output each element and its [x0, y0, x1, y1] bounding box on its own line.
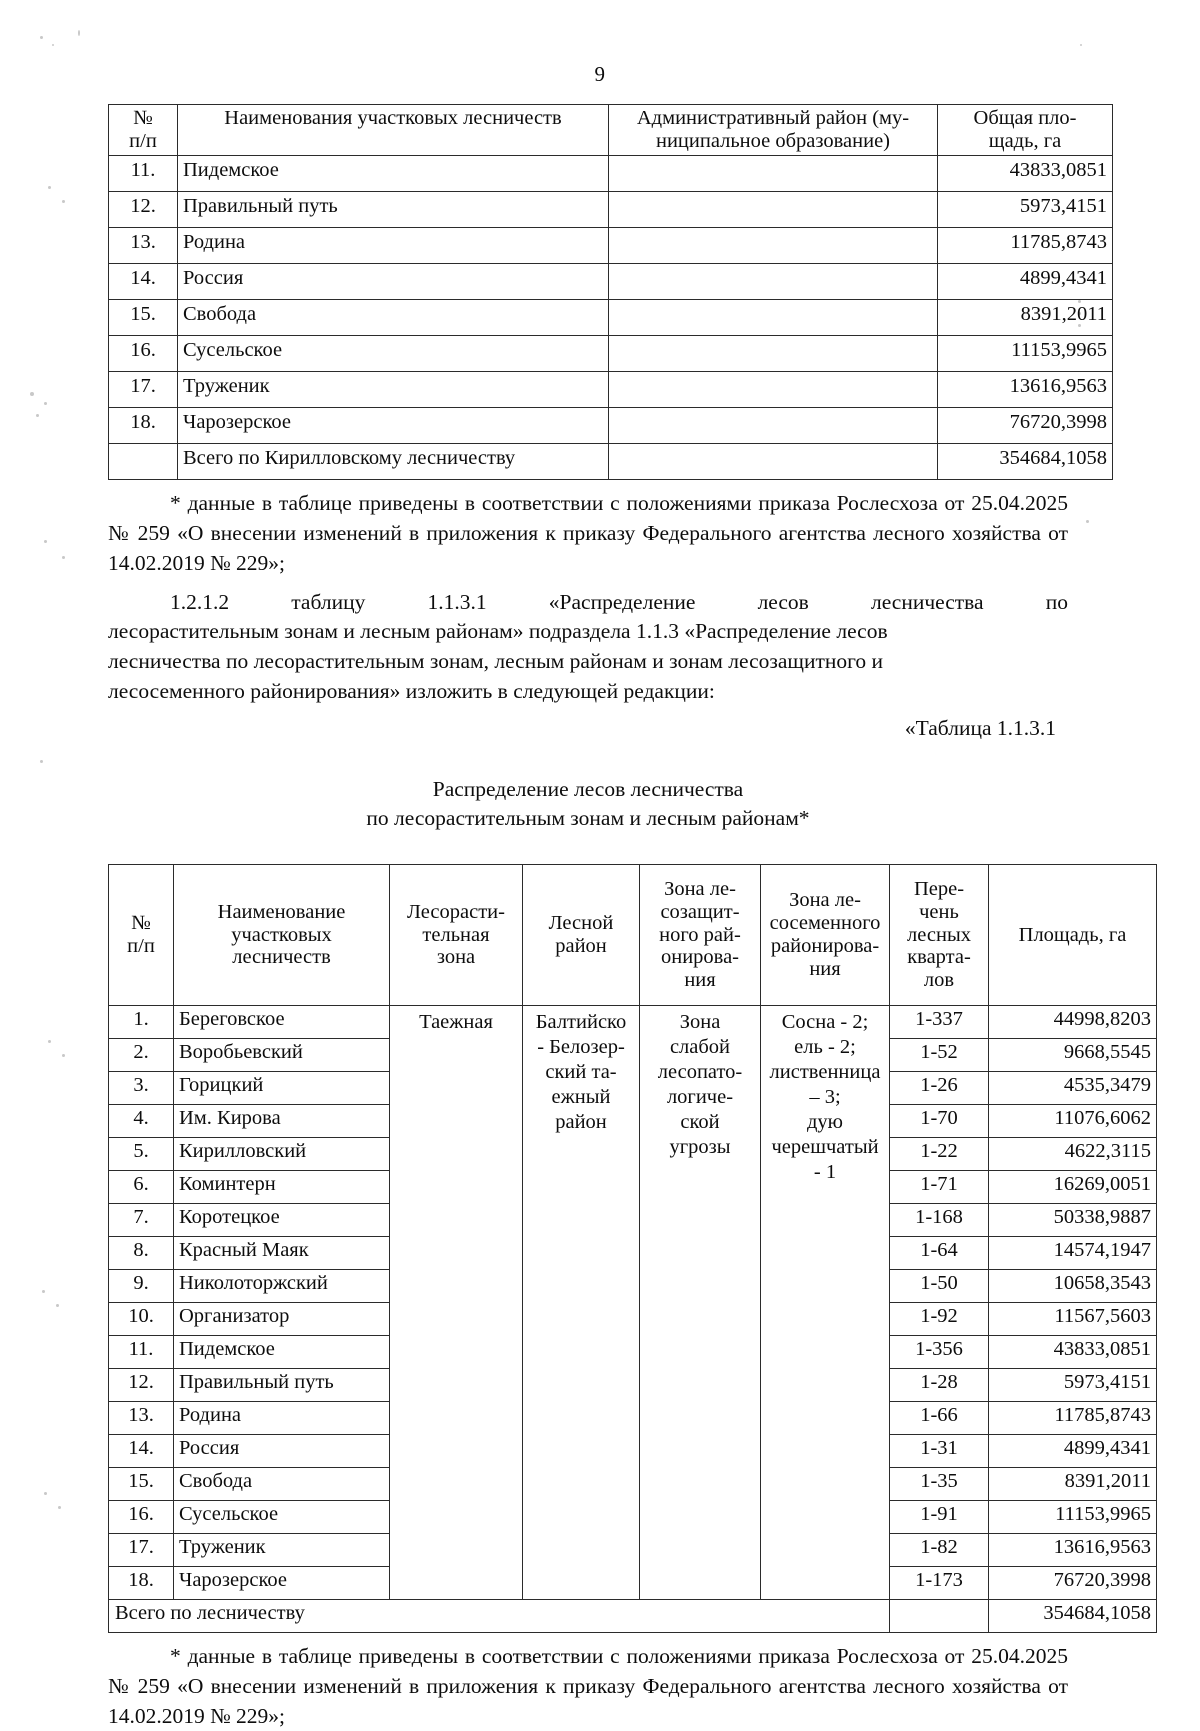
cell-quarters: 1-52	[890, 1038, 989, 1071]
scan-speck	[40, 36, 43, 39]
header-cell-forest-seed-zone	[761, 864, 890, 1005]
cell-area: 5973,4151	[989, 1368, 1157, 1401]
region-line-4: ежный	[551, 1085, 611, 1108]
scan-speck	[58, 1506, 61, 1509]
cell-area: 4622,3115	[989, 1137, 1157, 1170]
scan-speck	[1086, 520, 1089, 523]
cell-name: Николоторжский	[174, 1269, 390, 1302]
scan-speck	[36, 414, 39, 417]
table-total-row	[109, 444, 1113, 480]
scan-speck	[78, 30, 80, 36]
cell-quarters: 1-337	[890, 1005, 989, 1038]
table-row	[109, 300, 1113, 336]
scan-speck	[56, 1304, 59, 1307]
header-cell-forest-region	[523, 864, 640, 1005]
cell-area: 8391,2011	[938, 300, 1113, 336]
table-row	[109, 156, 1113, 192]
table-row	[109, 264, 1113, 300]
cell-area: 11076,6062	[989, 1104, 1157, 1137]
cell-area: 13616,9563	[989, 1533, 1157, 1566]
cell-quarters: 1-28	[890, 1368, 989, 1401]
cell-number: 6.	[109, 1170, 174, 1203]
header-cell-district	[609, 105, 938, 156]
header-lzr-line2: созащит-	[660, 900, 740, 923]
header-cell-name	[174, 864, 390, 1005]
header-zone-line1: Лесорасти-	[407, 900, 505, 923]
header-lsr-line1: Зона ле-	[789, 889, 861, 912]
table-forest-zone-distribution	[108, 864, 1157, 1633]
cell-area: 4899,4341	[989, 1434, 1157, 1467]
cell-name: Труженик	[178, 372, 609, 408]
header-kv-line2: чень	[919, 900, 959, 923]
cell-quarters: 1-356	[890, 1335, 989, 1368]
header-lsr-line4: ния	[809, 957, 841, 980]
cell-number: 9.	[109, 1269, 174, 1302]
cell-number: 17.	[109, 372, 178, 408]
clause-line-1: 1.2.1.2 таблицу 1.1.3.1 «Распределение лесов лесничества по	[170, 589, 1068, 614]
scan-speck	[52, 44, 54, 46]
table2-title-line2: по лесорастительным зонам и лесным районам*	[366, 806, 810, 831]
cell-area: 10658,3543	[989, 1269, 1157, 1302]
header-cell-forest-growing-zone	[390, 864, 523, 1005]
header-lzr-line5: ния	[684, 969, 716, 992]
header-cell-area: Площадь, га	[989, 864, 1157, 1005]
header-cell-quarter-list	[890, 864, 989, 1005]
header-kv-line4: кварта-	[907, 946, 971, 969]
cell-area: 11153,9965	[938, 336, 1113, 372]
header-name-line3: лесничеств	[232, 946, 331, 969]
header-number-line2: п/п	[127, 934, 155, 957]
region-line-2: - Белозер-	[537, 1035, 625, 1058]
cell-area: 13616,9563	[938, 372, 1113, 408]
cell-district	[609, 336, 938, 372]
cell-quarters: 1-31	[890, 1434, 989, 1467]
scan-speck	[44, 540, 47, 543]
lsr-line-2: ель - 2;	[794, 1035, 856, 1058]
cell-total-label: Всего по лесничеству	[109, 1599, 890, 1632]
cell-forest-growing-zone: Таежная	[390, 1005, 523, 1599]
cell-number	[109, 444, 178, 480]
cell-name: Пидемское	[178, 156, 609, 192]
header-cell-number	[109, 864, 174, 1005]
scan-speck	[44, 1492, 47, 1495]
clause-line-2: лесорастительным зонам и лесным районам» подраздела 1.1.3 «Распределение лесов	[108, 619, 888, 644]
cell-area: 50338,9887	[989, 1203, 1157, 1236]
cell-quarters: 1-168	[890, 1203, 989, 1236]
cell-quarters: 1-50	[890, 1269, 989, 1302]
lsr-line-3: лиственница	[769, 1060, 881, 1083]
table-row	[109, 336, 1113, 372]
cell-quarters: 1-64	[890, 1236, 989, 1269]
table-total-row	[109, 1599, 1157, 1632]
cell-number: 13.	[109, 228, 178, 264]
cell-number: 15.	[109, 300, 178, 336]
cell-number: 11.	[109, 156, 178, 192]
cell-number: 12.	[109, 1368, 174, 1401]
cell-quarters-empty	[890, 1599, 989, 1632]
header-name-line1: Наименование	[217, 900, 346, 923]
cell-quarters: 1-82	[890, 1533, 989, 1566]
cell-number: 18.	[109, 1566, 174, 1599]
header-cell-number	[109, 105, 178, 156]
cell-number: 12.	[109, 192, 178, 228]
scan-speck	[44, 402, 47, 405]
scan-speck	[40, 760, 43, 763]
cell-number: 8.	[109, 1236, 174, 1269]
clause-line-4: лесосеменного районирования» изложить в следующей редакции:	[108, 678, 715, 703]
region-line-5: район	[555, 1110, 607, 1133]
header-area-line2: щадь, га	[988, 130, 1062, 153]
cell-number: 11.	[109, 1335, 174, 1368]
cell-name: Правильный путь	[174, 1368, 390, 1401]
cell-area: 11785,8743	[938, 228, 1113, 264]
footnote-paragraph-2: * данные в таблице приведены в соответствии с положениями приказа Рослесхоза от 25.04.2025 № 259 «О внесении изменений в приложения к приказу Федерального агентства лесного хозяйства от 14.02.2019 № 229»;	[108, 1643, 1068, 1728]
cell-area: 11153,9965	[989, 1500, 1157, 1533]
cell-quarters: 1-173	[890, 1566, 989, 1599]
table-row	[109, 1005, 1157, 1038]
cell-area: 11785,8743	[989, 1401, 1157, 1434]
cell-name: Им. Кирова	[174, 1104, 390, 1137]
cell-total-label: Всего по Кирилловскому лесничеству	[178, 444, 609, 480]
cell-forest-region	[523, 1005, 640, 1599]
cell-forest-protection-zone	[640, 1005, 761, 1599]
cell-area: 4535,3479	[989, 1071, 1157, 1104]
header-number-line1: №	[133, 107, 153, 129]
cell-number: 10.	[109, 1302, 174, 1335]
cell-name: Чарозерское	[174, 1566, 390, 1599]
document-content	[108, 104, 1151, 1731]
cell-quarters: 1-92	[890, 1302, 989, 1335]
cell-name: Родина	[178, 228, 609, 264]
scan-speck	[62, 556, 65, 559]
header-zone-line2: тельная	[422, 923, 490, 946]
cell-number: 16.	[109, 1500, 174, 1533]
table-row	[109, 408, 1113, 444]
header-kv-line5: лов	[923, 969, 955, 992]
cell-number: 7.	[109, 1203, 174, 1236]
table-row	[109, 192, 1113, 228]
header-lsr-line3: районирова-	[770, 934, 880, 957]
cell-name: Правильный путь	[178, 192, 609, 228]
cell-district	[609, 264, 938, 300]
cell-area: 44998,8203	[989, 1005, 1157, 1038]
header-lsr-line2: сосеменного	[769, 912, 881, 935]
cell-forest-seed-zone	[761, 1005, 890, 1599]
cell-number: 2.	[109, 1038, 174, 1071]
cell-area: 9668,5545	[989, 1038, 1157, 1071]
cell-number: 14.	[109, 264, 178, 300]
cell-name: Пидемское	[174, 1335, 390, 1368]
cell-district	[609, 156, 938, 192]
cell-district	[609, 408, 938, 444]
cell-district	[609, 300, 938, 336]
cell-number: 1.	[109, 1005, 174, 1038]
cell-name: Кирилловский	[174, 1137, 390, 1170]
cell-area: 43833,0851	[938, 156, 1113, 192]
cell-number: 14.	[109, 1434, 174, 1467]
scan-speck	[1080, 44, 1082, 46]
table-header-row	[109, 864, 1157, 1005]
cell-area: 8391,2011	[989, 1467, 1157, 1500]
cell-number: 5.	[109, 1137, 174, 1170]
region-line-1: Балтийско	[535, 1010, 627, 1033]
cell-area: 4899,4341	[938, 264, 1113, 300]
cell-quarters: 1-71	[890, 1170, 989, 1203]
header-lzr-line4: онирова-	[660, 946, 740, 969]
cell-name: Воробьевский	[174, 1038, 390, 1071]
cell-name: Сусельское	[174, 1500, 390, 1533]
scan-speck	[62, 1054, 65, 1057]
cell-number: 4.	[109, 1104, 174, 1137]
lzr-line-2: слабой	[669, 1035, 731, 1058]
header-region-line1: Лесной	[548, 912, 614, 935]
cell-quarters: 1-22	[890, 1137, 989, 1170]
cell-name: Труженик	[174, 1533, 390, 1566]
clause-line-3: лесничества по лесорастительным зонам, лесным районам и зонам лесозащитного и	[108, 649, 884, 674]
cell-number: 15.	[109, 1467, 174, 1500]
lsr-line-6: черешчатый	[771, 1135, 879, 1158]
cell-area: 14574,1947	[989, 1236, 1157, 1269]
cell-area: 43833,0851	[989, 1335, 1157, 1368]
scan-speck	[42, 1290, 45, 1293]
header-cell-area	[938, 105, 1113, 156]
header-lzr-line3: ного рай-	[659, 923, 741, 946]
table-participating-forestries	[108, 104, 1113, 480]
header-kv-line3: лесных	[907, 923, 971, 946]
cell-quarters: 1-66	[890, 1401, 989, 1434]
table-reference-label: «Таблица 1.1.3.1	[904, 715, 1056, 740]
scan-speck	[30, 392, 34, 396]
cell-district	[609, 444, 938, 480]
cell-name: Коминтерн	[174, 1170, 390, 1203]
table-row	[109, 372, 1113, 408]
lzr-line-3: лесопато-	[657, 1060, 743, 1083]
header-cell-name: Наименования участковых лесничеств	[178, 105, 609, 156]
lsr-line-5: дую	[807, 1110, 843, 1133]
header-area-line1: Общая пло-	[973, 107, 1077, 129]
region-line-3: ский та-	[545, 1060, 617, 1083]
cell-name: Россия	[174, 1434, 390, 1467]
cell-area: 76720,3998	[938, 408, 1113, 444]
cell-number: 13.	[109, 1401, 174, 1434]
header-number-line2: п/п	[129, 130, 157, 153]
cell-number: 17.	[109, 1533, 174, 1566]
cell-quarters: 1-35	[890, 1467, 989, 1500]
cell-name: Свобода	[174, 1467, 390, 1500]
cell-name: Сусельское	[178, 336, 609, 372]
table-header-row	[109, 105, 1113, 156]
header-lzr-line1: Зона ле-	[664, 877, 736, 900]
header-district-line2: ниципальное образование)	[655, 130, 891, 153]
lzr-line-4: логиче-	[666, 1085, 734, 1108]
cell-total-area: 354684,1058	[938, 444, 1113, 480]
header-district-line1: Административный район (му-	[636, 107, 910, 129]
page-number: 9	[594, 62, 606, 86]
header-zone-line3: зона	[436, 946, 476, 969]
cell-number: 18.	[109, 408, 178, 444]
header-cell-forest-protection-zone	[640, 864, 761, 1005]
lsr-line-7: - 1	[813, 1160, 837, 1183]
lzr-line-6: угрозы	[669, 1135, 731, 1158]
cell-district	[609, 372, 938, 408]
cell-name: Свобода	[178, 300, 609, 336]
cell-district	[609, 228, 938, 264]
header-kv-line1: Пере-	[913, 877, 965, 900]
cell-district	[609, 192, 938, 228]
cell-name: Горицкий	[174, 1071, 390, 1104]
cell-area: 11567,5603	[989, 1302, 1157, 1335]
cell-name: Красный Маяк	[174, 1236, 390, 1269]
cell-name: Коротецкое	[174, 1203, 390, 1236]
lzr-line-5: ской	[680, 1110, 720, 1133]
cell-area: 16269,0051	[989, 1170, 1157, 1203]
scan-speck	[48, 186, 51, 189]
cell-name: Чарозерское	[178, 408, 609, 444]
header-number-line1: №	[131, 912, 151, 935]
cell-name: Организатор	[174, 1302, 390, 1335]
lsr-line-1: Сосна - 2;	[781, 1010, 869, 1033]
cell-area: 5973,4151	[938, 192, 1113, 228]
cell-total-area: 354684,1058	[989, 1599, 1157, 1632]
cell-number: 16.	[109, 336, 178, 372]
header-name-line2: участковых	[231, 923, 332, 946]
scan-speck	[48, 1040, 51, 1043]
cell-name: Россия	[178, 264, 609, 300]
cell-name: Береговское	[174, 1005, 390, 1038]
header-region-line2: район	[555, 934, 607, 957]
cell-area: 76720,3998	[989, 1566, 1157, 1599]
cell-number: 3.	[109, 1071, 174, 1104]
cell-quarters: 1-91	[890, 1500, 989, 1533]
lsr-line-4: – 3;	[809, 1085, 841, 1108]
scan-speck	[62, 200, 65, 203]
table-row	[109, 228, 1113, 264]
lzr-line-1: Зона	[679, 1010, 721, 1033]
table2-title-line1: Распределение лесов лесничества	[432, 776, 744, 801]
cell-name: Родина	[174, 1401, 390, 1434]
cell-quarters: 1-70	[890, 1104, 989, 1137]
footnote-paragraph-1: * данные в таблице приведены в соответствии с положениями приказа Рослесхоза от 25.04.2025 № 259 «О внесении изменений в приложения к приказу Федерального агентства лесного хозяйства от 14.02.2019 № 229»;	[108, 491, 1068, 575]
cell-quarters: 1-26	[890, 1071, 989, 1104]
